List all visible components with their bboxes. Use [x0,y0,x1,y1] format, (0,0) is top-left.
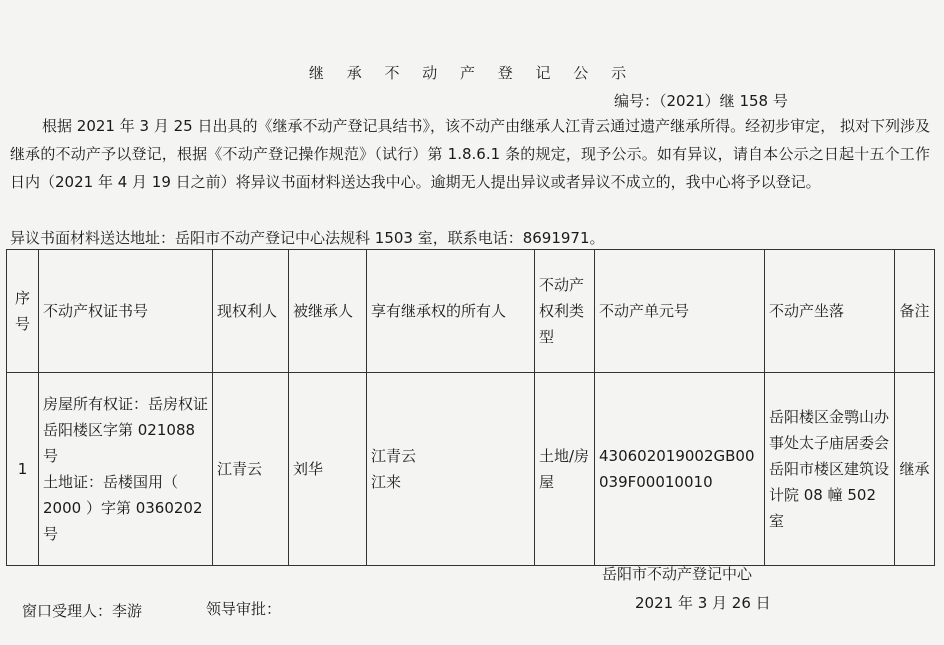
property-table [6,249,935,566]
notice-title: 继 承 不 动 产 登 记 公 示 [308,64,636,82]
header-heirs: 享有继承权的所有人 [367,250,535,373]
header-seq: 序号 [7,250,39,373]
cell-cert-no: 房屋所有权证：岳房权证岳阳楼区字第 021088 号 土地证：岳楼国用（ 2000 ）字第 0360202 号 [39,373,213,566]
leader-approval: 领导审批： [206,600,282,618]
header-current-owner: 现权利人 [213,250,289,373]
header-right-type: 不动产权利类型 [535,250,595,373]
cell-right-type: 土地/房屋 [535,373,595,566]
cell-note: 继承 [895,373,935,566]
header-cert-no: 不动产权证书号 [39,250,213,373]
issue-date: 2021 年 3 月 26 日 [635,594,771,612]
notice-body: 根据 2021 年 3 月 25 日出具的《继承不动产登记具结书》，该不动产由继承人江青云通过遗产继承所得。经初步审定， 拟对下列涉及继承的不动产予以登记，根据《不动产登记操作规范》（试行）第 1.8.6.1 条的规定，现予公示。如有异议，请自本公示之日起十五个工作日内（2021 年 4 月 19 日之前）将异议书面材料送达我中心。逾期无人提出异议或者异议不成立的，我中心将予以登记。 [10,117,930,191]
document-number: 编号：（2021）继 158 号 [614,92,788,110]
objection-address: 异议书面材料送达地址：岳阳市不动产登记中心法规科 1503 室，联系电话：8691971。 [10,229,605,247]
cell-deceased: 刘华 [289,373,367,566]
table-header-row [7,250,935,373]
window-receiver: 窗口受理人：李游 [22,602,143,620]
issuer-name: 岳阳市不动产登记中心 [602,565,753,583]
header-unit-no: 不动产单元号 [595,250,765,373]
cell-current-owner: 江青云 [213,373,289,566]
header-deceased: 被继承人 [289,250,367,373]
cell-unit-no: 430602019002GB00039F00010010 [595,373,765,566]
cell-location: 岳阳楼区金鹗山办事处太子庙居委会岳阳市楼区建筑设计院 08 幢 502 室 [765,373,895,566]
header-location: 不动产坐落 [765,250,895,373]
cell-heirs: 江青云 江来 [367,373,535,566]
header-note: 备注 [895,250,935,373]
cell-seq: 1 [7,373,39,566]
table-row [7,373,935,566]
